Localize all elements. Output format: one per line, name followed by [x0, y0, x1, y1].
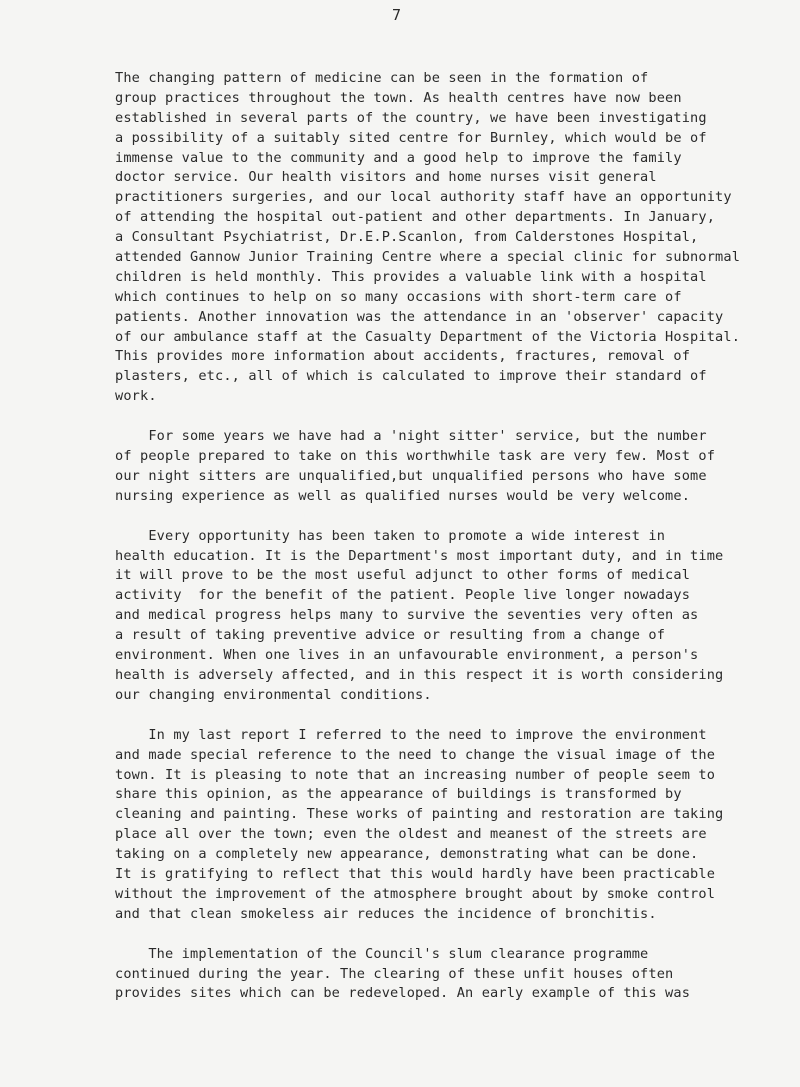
- text-line: of attending the hospital out-patient and other departments. In January,: [115, 209, 716, 226]
- text-line: activity for the benefit of the patient. People live longer nowadays: [115, 587, 691, 604]
- text-line: nursing experience as well as qualified nurses would be very welcome.: [115, 487, 691, 504]
- text-line: health is adversely affected, and in this respect it is worth considering: [115, 666, 724, 683]
- text-line: cleaning and painting. These works of painting and restoration are taking: [115, 806, 724, 823]
- text-line: established in several parts of the country, we have been investigating: [115, 109, 707, 126]
- text-line: In my last report I referred to the need to improve the environment: [115, 726, 707, 743]
- text-line: The implementation of the Council's slum clearance programme: [115, 945, 649, 962]
- text-line: our changing environmental conditions.: [115, 686, 432, 703]
- text-line: For some years we have had a 'night sitter' service, but the number: [115, 428, 707, 445]
- text-line: provides sites which can be redeveloped. An early example of this was: [115, 985, 691, 1002]
- text-line: The changing pattern of medicine can be seen in the formation of: [115, 70, 649, 86]
- text-line: doctor service. Our health visitors and home nurses visit general: [115, 169, 657, 186]
- paragraph: [115, 945, 795, 1005]
- text-line: share this opinion, as the appearance of buildings is transformed by: [115, 786, 682, 803]
- text-line: immense value to the community and a good help to improve the family: [115, 149, 682, 166]
- text-line: place all over the town; even the oldest and meanest of the streets are: [115, 826, 707, 843]
- text-line: attended Gannow Junior Training Centre where a special clinic for subnormal: [115, 249, 741, 266]
- paragraph: [115, 427, 795, 507]
- text-line: of people prepared to take on this worthwhile task are very few. Most of: [115, 448, 716, 465]
- paragraph: [115, 69, 795, 407]
- text-line: Every opportunity has been taken to promote a wide interest in: [115, 527, 666, 544]
- text-line: and that clean smokeless air reduces the incidence of bronchitis.: [115, 905, 657, 922]
- text-line: practitioners surgeries, and our local authority staff have an opportunity: [115, 189, 732, 206]
- text-line: a result of taking preventive advice or resulting from a change of: [115, 627, 666, 644]
- text-line: This provides more information about accidents, fractures, removal of: [115, 348, 691, 365]
- text-line: patients. Another innovation was the attendance in an 'observer' capacity: [115, 308, 724, 325]
- text-line: continued during the year. The clearing of these unfit houses often: [115, 965, 674, 982]
- text-line: children is held monthly. This provides a valuable link with a hospital: [115, 268, 707, 285]
- text-line: it will prove to be the most useful adjunct to other forms of medical: [115, 567, 691, 584]
- body-text: [115, 69, 795, 1024]
- text-line: plasters, etc., all of which is calculated to improve their standard of: [115, 368, 707, 385]
- text-line: health education. It is the Department's most important duty, and in time: [115, 547, 724, 564]
- text-line: work.: [115, 388, 157, 405]
- text-line: group practices throughout the town. As health centres have now been: [115, 89, 682, 106]
- text-line: town. It is pleasing to note that an increasing number of people seem to: [115, 766, 716, 783]
- text-line: a Consultant Psychiatrist, Dr.E.P.Scanlon, from Calderstones Hospital,: [115, 229, 699, 246]
- paragraph: [115, 527, 795, 706]
- text-line: our night sitters are unqualified,but unqualified persons who have some: [115, 467, 707, 484]
- text-line: taking on a completely new appearance, demonstrating what can be done.: [115, 846, 699, 863]
- text-line: and medical progress helps many to survive the seventies very often as: [115, 607, 699, 624]
- page-number: 7: [392, 6, 402, 24]
- text-line: without the improvement of the atmosphere brought about by smoke control: [115, 885, 716, 902]
- text-line: which continues to help on so many occasions with short-term care of: [115, 288, 682, 305]
- text-line: It is gratifying to reflect that this would hardly have been practicable: [115, 865, 716, 882]
- text-line: of our ambulance staff at the Casualty Department of the Victoria Hospital.: [115, 328, 741, 345]
- text-line: environment. When one lives in an unfavourable environment, a person's: [115, 647, 699, 664]
- text-line: a possibility of a suitably sited centre for Burnley, which would be of: [115, 129, 707, 146]
- paragraph: [115, 726, 795, 925]
- text-line: and made special reference to the need to change the visual image of the: [115, 746, 716, 763]
